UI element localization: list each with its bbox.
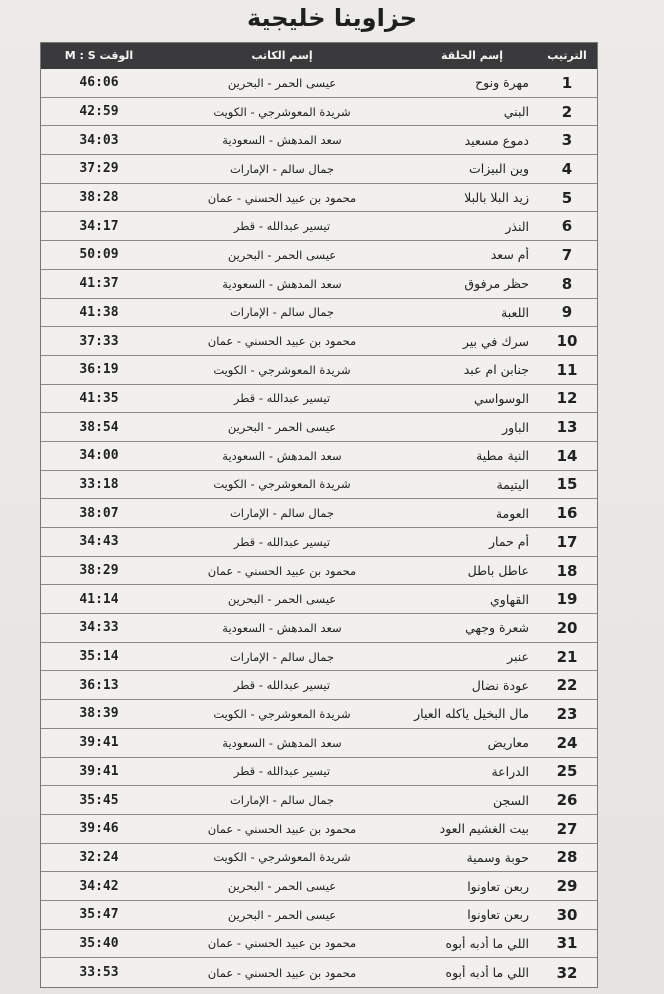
page-title: حزاوينا خليجية xyxy=(246,4,418,32)
episode-cell: معاريض xyxy=(487,735,529,751)
time-cell: 38:39 xyxy=(79,706,119,722)
time-cell: 41:14 xyxy=(79,591,119,607)
table-row xyxy=(41,299,597,328)
table-row xyxy=(41,270,597,299)
rank-cell: 2 xyxy=(561,102,573,121)
rank-cell: 11 xyxy=(556,360,578,379)
rank-cell: 21 xyxy=(556,647,578,666)
rank-cell: 17 xyxy=(556,532,578,551)
table-row xyxy=(41,729,597,758)
rank-cell: 16 xyxy=(556,504,578,523)
time-cell: 38:07 xyxy=(79,505,119,521)
episode-cell: الوسواسي xyxy=(473,390,529,406)
time-cell: 33:18 xyxy=(79,476,119,492)
header-episode: إسم الحلقة xyxy=(441,49,503,62)
author-cell: سعد المدهش - السعودية xyxy=(222,448,342,463)
episode-cell: البني xyxy=(503,104,529,120)
rank-cell: 19 xyxy=(556,590,578,609)
rank-cell: 1 xyxy=(561,73,573,92)
author-cell: تيسير عبدالله - قطر xyxy=(233,391,331,406)
episode-cell: عاطل باطل xyxy=(467,563,529,579)
time-cell: 35:14 xyxy=(79,649,119,665)
author-cell: محمود بن عبيد الحسني - عمان xyxy=(207,563,357,578)
table-row xyxy=(41,126,597,155)
author-cell: سعد المدهش - السعودية xyxy=(222,133,342,148)
table-row xyxy=(41,471,597,500)
author-cell: سعد المدهش - السعودية xyxy=(222,735,342,750)
table-header xyxy=(41,43,597,69)
time-cell: 39:41 xyxy=(79,763,119,779)
time-cell: 41:35 xyxy=(79,390,119,406)
time-cell: 41:38 xyxy=(79,304,119,320)
author-cell: سعد المدهش - السعودية xyxy=(222,620,342,635)
episode-cell: النية مطية xyxy=(476,448,529,464)
episode-cell: عنبر xyxy=(507,649,529,665)
table-row xyxy=(41,844,597,873)
author-cell: تيسير عبدالله - قطر xyxy=(233,534,331,549)
table-row xyxy=(41,212,597,241)
table-row xyxy=(41,872,597,901)
rank-cell: 14 xyxy=(556,446,578,465)
rank-cell: 27 xyxy=(556,819,578,838)
author-cell: شريدة المعوشرجي - الكويت xyxy=(213,477,351,492)
time-cell: 35:40 xyxy=(79,935,119,951)
table-row xyxy=(41,241,597,270)
episode-cell: اليتيمة xyxy=(496,476,529,492)
rank-cell: 8 xyxy=(561,274,573,293)
rank-cell: 23 xyxy=(556,704,578,723)
author-cell: عيسى الحمر - البحرين xyxy=(227,907,337,922)
rank-cell: 29 xyxy=(556,877,578,896)
time-cell: 34:42 xyxy=(79,878,119,894)
episode-cell: دموع مسعيد xyxy=(464,132,529,148)
episode-cell: وين البيزات xyxy=(469,161,529,177)
author-cell: شريدة المعوشرجي - الكويت xyxy=(213,850,351,865)
episode-cell: مال البخيل ياكله العيار xyxy=(414,706,529,722)
rank-cell: 31 xyxy=(556,934,578,953)
episode-cell: اللي ما أدبه أبوه xyxy=(445,935,529,951)
table-row xyxy=(41,671,597,700)
table-row xyxy=(41,528,597,557)
rank-cell: 12 xyxy=(556,389,578,408)
author-cell: محمود بن عبيد الحسني - عمان xyxy=(207,965,357,980)
table-row xyxy=(41,585,597,614)
rank-cell: 30 xyxy=(556,905,578,924)
author-cell: عيسى الحمر - البحرين xyxy=(227,879,337,894)
episode-cell: سرك في بير xyxy=(462,333,529,349)
rank-cell: 24 xyxy=(556,733,578,752)
time-cell: 41:37 xyxy=(79,276,119,292)
time-cell: 34:33 xyxy=(79,620,119,636)
episode-cell: أم سعد xyxy=(490,247,529,263)
rank-cell: 9 xyxy=(561,303,573,322)
episode-cell: العومة xyxy=(495,505,529,521)
time-cell: 33:53 xyxy=(79,965,119,981)
episode-cell: شعرة وجهي xyxy=(465,620,529,636)
rank-cell: 26 xyxy=(556,791,578,810)
author-cell: عيسى الحمر - البحرين xyxy=(227,247,337,262)
author-cell: تيسير عبدالله - قطر xyxy=(233,678,331,693)
author-cell: جمال سالم - الإمارات xyxy=(229,161,335,176)
author-cell: عيسى الحمر - البحرين xyxy=(227,75,337,90)
time-cell: 39:46 xyxy=(79,821,119,837)
author-cell: جمال سالم - الإمارات xyxy=(229,305,335,320)
table-row xyxy=(41,557,597,586)
table-row xyxy=(41,385,597,414)
episode-cell: أم حمار xyxy=(489,534,529,550)
table-row xyxy=(41,930,597,959)
rank-cell: 18 xyxy=(556,561,578,580)
time-cell: 36:13 xyxy=(79,677,119,693)
table-row xyxy=(41,643,597,672)
table-row xyxy=(41,413,597,442)
episode-cell: عودة نضال xyxy=(471,677,529,693)
time-cell: 38:28 xyxy=(79,190,119,206)
rank-cell: 28 xyxy=(556,848,578,867)
episode-cell: مهرة ونوح xyxy=(475,75,529,91)
episode-cell: اللي ما أدبه أبوه xyxy=(445,965,529,981)
episode-cell: زيد البلا بالبلا xyxy=(464,190,529,206)
time-cell: 34:17 xyxy=(79,218,119,234)
time-cell: 34:43 xyxy=(79,534,119,550)
table-row xyxy=(41,155,597,184)
table-row xyxy=(41,700,597,729)
author-cell: تيسير عبدالله - قطر xyxy=(233,764,331,779)
rank-cell: 4 xyxy=(561,159,573,178)
author-cell: شريدة المعوشرجي - الكويت xyxy=(213,104,351,119)
episodes-table xyxy=(40,42,598,988)
episode-cell: حظر مرفوق xyxy=(464,276,529,292)
time-cell: 34:03 xyxy=(79,132,119,148)
episode-cell: الباور xyxy=(502,419,529,435)
table-row xyxy=(41,442,597,471)
rank-cell: 3 xyxy=(561,131,573,150)
header-rank: الترتيب xyxy=(547,49,587,62)
author-cell: شريدة المعوشرجي - الكويت xyxy=(213,362,351,377)
rank-cell: 25 xyxy=(556,762,578,781)
author-cell: عيسى الحمر - البحرين xyxy=(227,592,337,607)
author-cell: جمال سالم - الإمارات xyxy=(229,649,335,664)
rank-cell: 7 xyxy=(561,245,573,264)
time-cell: 50:09 xyxy=(79,247,119,263)
time-cell: 37:29 xyxy=(79,161,119,177)
episode-cell: القهاوي xyxy=(490,591,529,607)
time-cell: 36:19 xyxy=(79,362,119,378)
time-cell: 38:54 xyxy=(79,419,119,435)
time-cell: 38:29 xyxy=(79,563,119,579)
episode-cell: جنابن ام عبد xyxy=(463,362,529,378)
time-cell: 35:45 xyxy=(79,792,119,808)
table-row xyxy=(41,758,597,787)
time-cell: 39:41 xyxy=(79,735,119,751)
author-cell: محمود بن عبيد الحسني - عمان xyxy=(207,190,357,205)
table-row xyxy=(41,327,597,356)
table-row xyxy=(41,98,597,127)
time-cell: 32:24 xyxy=(79,849,119,865)
rank-cell: 13 xyxy=(556,418,578,437)
table-row xyxy=(41,499,597,528)
table-row xyxy=(41,958,597,987)
rank-cell: 5 xyxy=(561,188,573,207)
table-row xyxy=(41,815,597,844)
author-cell: سعد المدهش - السعودية xyxy=(222,276,342,291)
author-cell: تيسير عبدالله - قطر xyxy=(233,219,331,234)
author-cell: جمال سالم - الإمارات xyxy=(229,793,335,808)
rank-cell: 22 xyxy=(556,676,578,695)
time-cell: 37:33 xyxy=(79,333,119,349)
rank-cell: 32 xyxy=(556,963,578,982)
author-cell: محمود بن عبيد الحسني - عمان xyxy=(207,821,357,836)
rank-cell: 20 xyxy=(556,618,578,637)
table-row xyxy=(41,614,597,643)
table-row xyxy=(41,901,597,930)
table-row xyxy=(41,786,597,815)
rank-cell: 15 xyxy=(556,475,578,494)
table-row xyxy=(41,356,597,385)
episode-cell: السجن xyxy=(492,792,529,808)
episode-cell: حوبة وسمية xyxy=(466,849,529,865)
author-cell: شريدة المعوشرجي - الكويت xyxy=(213,706,351,721)
episode-cell: النذر xyxy=(505,218,529,234)
author-cell: جمال سالم - الإمارات xyxy=(229,506,335,521)
header-author: إسم الكاتب xyxy=(251,49,313,62)
rank-cell: 6 xyxy=(561,217,573,236)
header-time: M : S الوقت xyxy=(64,49,134,62)
episode-cell: ربعن تعاونوا xyxy=(467,878,529,894)
author-cell: عيسى الحمر - البحرين xyxy=(227,420,337,435)
episode-cell: اللعبة xyxy=(501,304,529,320)
episode-cell: ربعن تعاونوا xyxy=(467,907,529,923)
time-cell: 34:00 xyxy=(79,448,119,464)
table-row xyxy=(41,184,597,213)
time-cell: 35:47 xyxy=(79,907,119,923)
episode-cell: بيت الغشيم العود xyxy=(439,821,529,837)
time-cell: 46:06 xyxy=(79,75,119,91)
time-cell: 42:59 xyxy=(79,104,119,120)
table-row xyxy=(41,69,597,98)
author-cell: محمود بن عبيد الحسني - عمان xyxy=(207,334,357,349)
rank-cell: 10 xyxy=(556,332,578,351)
episode-cell: الدراعة xyxy=(491,763,529,779)
author-cell: محمود بن عبيد الحسني - عمان xyxy=(207,936,357,951)
